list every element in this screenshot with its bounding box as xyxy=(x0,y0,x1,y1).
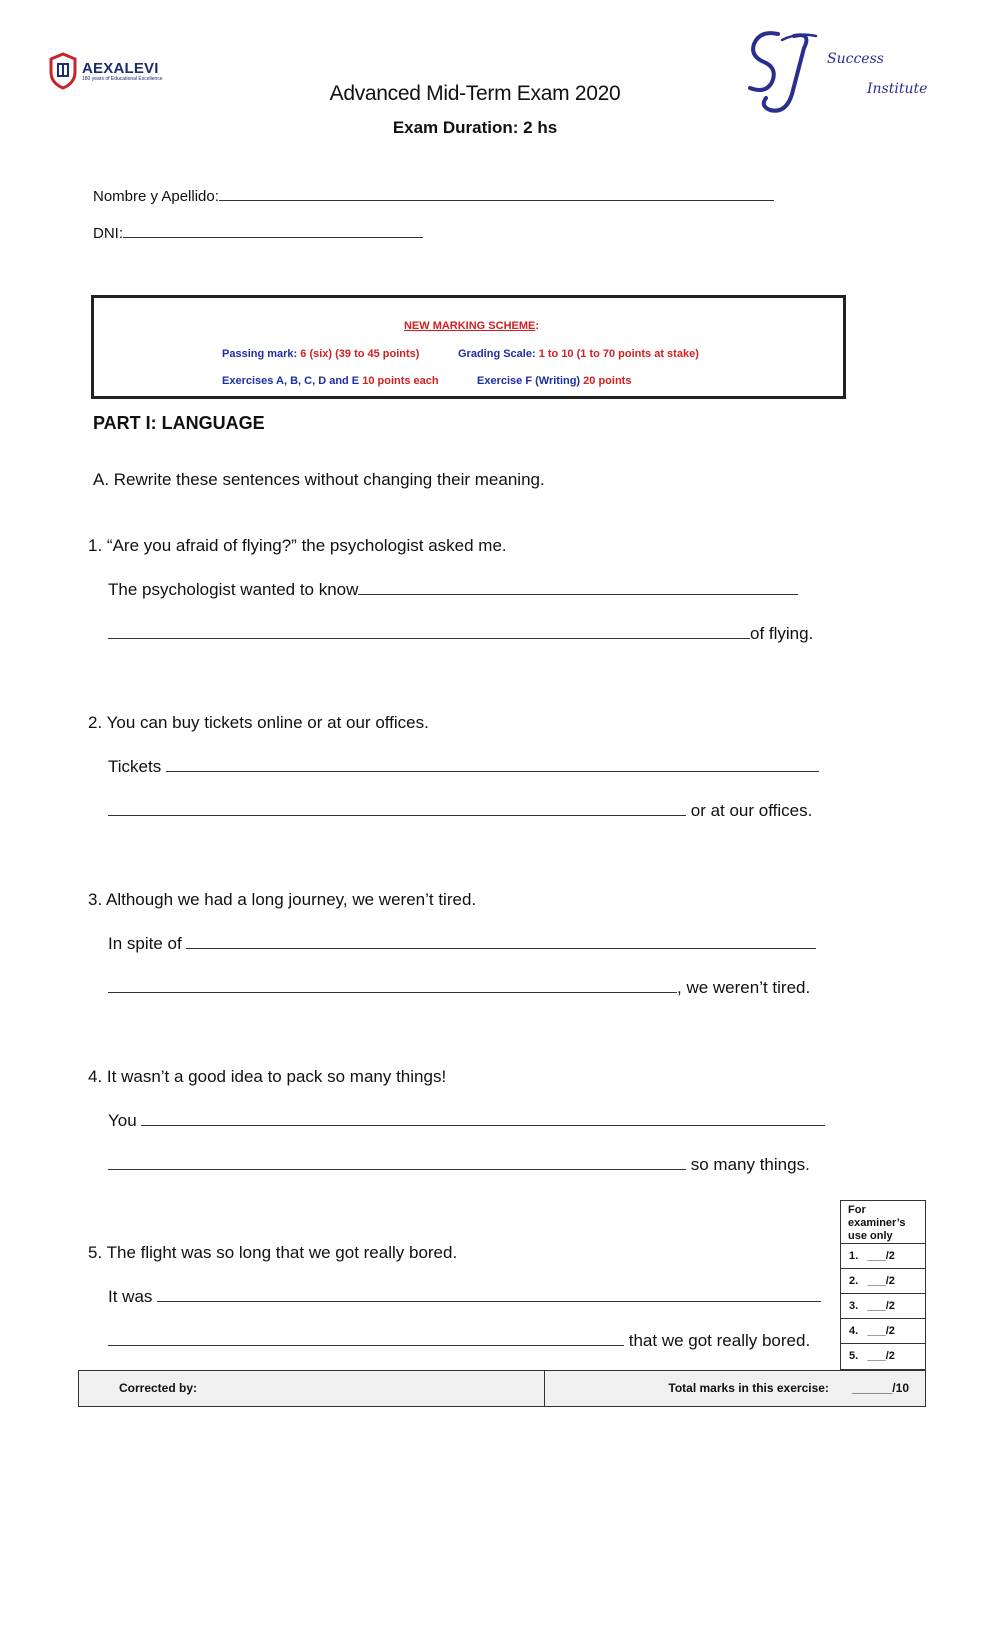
answer-2-blank-a[interactable] xyxy=(166,771,819,772)
answer-2-line-1[interactable]: Tickets xyxy=(108,757,819,777)
total-label: Total marks in this exercise: xyxy=(668,1381,829,1395)
answer-4-blank-a[interactable] xyxy=(141,1125,825,1126)
examiner-row-5[interactable]: 5. ___/2 xyxy=(849,1350,895,1362)
question-1: 1. “Are you afraid of flying?” the psychologist asked me. xyxy=(88,536,507,555)
answer-2-line-2[interactable]: or at our offices. xyxy=(108,801,812,821)
total-marks xyxy=(545,1371,925,1406)
examiner-row-4[interactable]: 4. ___/2 xyxy=(841,1319,925,1344)
scheme-title: NEW MARKING SCHEME: xyxy=(403,320,540,332)
question-5: 5. The flight was so long that we got really bored. xyxy=(88,1243,458,1262)
examiner-row-1[interactable]: 1. ___/2 xyxy=(841,1244,925,1269)
part-title: PART I: LANGUAGE xyxy=(93,413,265,433)
answer-5-blank-a[interactable] xyxy=(157,1301,821,1302)
success-institute-logo xyxy=(742,26,952,121)
answer-5-line-2[interactable]: that we got really bored. xyxy=(108,1331,810,1351)
answer-4-blank-b[interactable] xyxy=(108,1169,686,1170)
org-name: AEXALEVI xyxy=(82,59,159,77)
answer-2-blank-b[interactable] xyxy=(108,815,686,816)
name-label: Nombre y Apellido: xyxy=(93,188,219,205)
examiner-row-3[interactable]: 3. ___/2 xyxy=(841,1294,925,1319)
name-line[interactable] xyxy=(219,200,774,201)
question-4: 4. It wasn’t a good idea to pack so many things! xyxy=(88,1067,447,1086)
total-value[interactable]: ______/10 xyxy=(852,1381,909,1395)
answer-3-blank-a[interactable] xyxy=(186,948,816,949)
answer-5-line-1[interactable]: It was xyxy=(108,1287,821,1307)
examiner-heading: For examiner’s use only xyxy=(841,1201,925,1244)
answer-4-line-2[interactable]: so many things. xyxy=(108,1155,810,1175)
exam-duration: Exam Duration: 2 hs xyxy=(392,118,558,137)
dni-label: DNI: xyxy=(93,225,123,242)
answer-3-blank-b[interactable] xyxy=(108,992,677,993)
question-3: 3. Although we had a long journey, we weren’t tired. xyxy=(88,890,477,909)
writing-row: Exercise F (Writing) 20 points xyxy=(477,375,632,387)
question-2: 2. You can buy tickets online or at our offices. xyxy=(88,713,429,732)
corrected-by[interactable]: Corrected by: xyxy=(79,1371,545,1406)
marking-scheme-box xyxy=(91,295,846,399)
logo-word-success: Success xyxy=(827,51,884,67)
name-field[interactable] xyxy=(93,188,774,205)
si-monogram-icon xyxy=(742,26,822,121)
dni-field[interactable] xyxy=(93,225,423,242)
exam-title: Advanced Mid-Term Exam 2020 xyxy=(329,82,621,105)
answer-3-line-2[interactable]: , we weren’t tired. xyxy=(108,978,810,998)
examiner-box xyxy=(840,1200,926,1370)
logo-word-institute: Institute xyxy=(867,81,928,97)
answer-3-line-1[interactable]: In spite of xyxy=(108,934,816,954)
org-tagline: 180 years of Educational Excellence xyxy=(82,75,163,82)
answer-1-line-1[interactable]: The psychologist wanted to know xyxy=(108,580,798,600)
dni-line[interactable] xyxy=(123,237,423,238)
answer-1-blank-a[interactable] xyxy=(358,594,798,595)
footer-bar xyxy=(78,1370,926,1407)
answer-1-line-2[interactable]: of flying. xyxy=(108,624,813,644)
examiner-row-2[interactable]: 2. ___/2 xyxy=(841,1269,925,1294)
answer-4-line-1[interactable]: You xyxy=(108,1111,825,1131)
answer-5-blank-b[interactable] xyxy=(108,1345,624,1346)
answer-1-blank-b[interactable] xyxy=(108,638,750,639)
exercise-instruction: A. Rewrite these sentences without changing their meaning. xyxy=(93,470,545,489)
passing-mark-row: Passing mark: 6 (six) (39 to 45 points) xyxy=(222,348,420,360)
grading-scale-row: Grading Scale: 1 to 10 (1 to 70 points at stake) xyxy=(458,348,699,360)
exercises-row: Exercises A, B, C, D and E 10 points each xyxy=(222,375,439,387)
